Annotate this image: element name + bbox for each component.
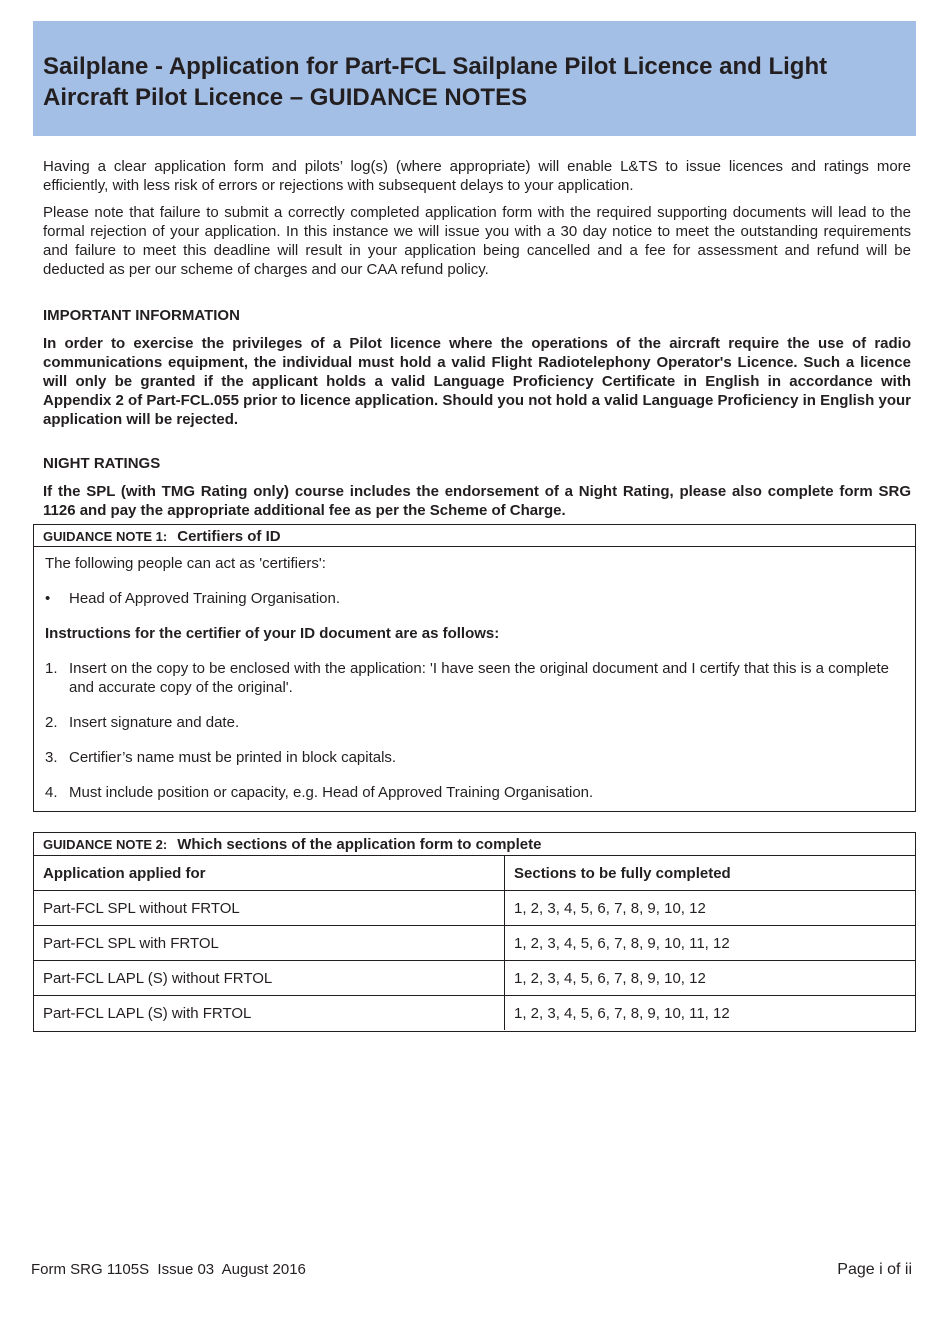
night-ratings-text: If the SPL (with TMG Rating only) course includes the endorsement of a Night Rating, please also complete form SRG 1126 and pay the appropriate additional fee as per the Scheme of Charge.: [43, 483, 911, 519]
step-number: 3.: [45, 749, 58, 766]
instruction-step: [45, 713, 904, 732]
guidance-note-1: [33, 524, 916, 812]
table-row: [34, 926, 915, 961]
instruction-step: [45, 783, 904, 802]
step-number: 4.: [45, 784, 58, 801]
table-row: [34, 961, 915, 996]
important-text: In order to exercise the privileges of a Pilot licence where the operations of the aircraft require the use of radio communications equipment, the individual must hold a valid Flight Radiotelephony Operator's Licence. Such a licence will only be granted if the applicant holds a valid Language Proficiency Certificate in English in accordance with Appendix 2 of Part-FCL.055 prior to licence application. Should you not hold a valid Language Proficiency in English your application will be rejected.: [43, 335, 911, 428]
table-row: [34, 996, 915, 1031]
page-number: Page i of ii: [837, 1261, 912, 1278]
guidance-note-1-heading: Certifiers of ID: [177, 528, 281, 545]
guidance-note-2-tag: GUIDANCE NOTE 2:: [43, 837, 168, 852]
intro-paragraph-1: Having a clear application form and pilots’ log(s) (where appropriate) will enable L&TS to issue licences and ratings more efficiently, with less risk of errors or rejections with subsequent delays to your application.: [43, 158, 911, 194]
sections-cell: 1, 2, 3, 4, 5, 6, 7, 8, 9, 10, 12: [505, 891, 916, 926]
step-text: Insert signature and date.: [69, 714, 240, 731]
night-ratings-heading: NIGHT RATINGS: [43, 455, 161, 472]
sections-table: [34, 855, 915, 1030]
step-text: Certifier’s name must be printed in block capitals.: [69, 749, 397, 766]
step-number: 2.: [45, 714, 58, 731]
instruction-step: [45, 659, 904, 697]
intro-paragraph-2: Please note that failure to submit a correctly completed application form with the required supporting documents will lead to the formal rejection of your application. In this instance we will issue you with a 30 day notice to meet the outstanding requirements and failure to meet this deadline will result in your application being cancelled and a fee for assessment and refund will be deducted as per our scheme of charges and our CAA refund policy.: [43, 204, 911, 278]
step-number: 1.: [45, 660, 58, 677]
guidance-note-2-title: [34, 833, 915, 855]
page-title: Sailplane - Application for Part-FCL Sailplane Pilot Licence and Light Aircraft Pilot Licence – GUIDANCE NOTES: [43, 53, 828, 111]
guidance-note-2-heading: Which sections of the application form to complete: [177, 836, 542, 853]
guidance-note-1-tag: GUIDANCE NOTE 1:: [43, 529, 168, 544]
guidance-note-2: [33, 832, 916, 1032]
certifier-text: Head of Approved Training Organisation.: [69, 590, 341, 607]
instructions-heading: Instructions for the certifier of your ID document are as follows:: [45, 625, 500, 642]
application-cell: Part-FCL SPL without FRTOL: [34, 891, 505, 926]
important-heading: IMPORTANT INFORMATION: [43, 307, 240, 324]
guidance-note-1-body: [34, 547, 915, 802]
step-text: Insert on the copy to be enclosed with the application: 'I have seen the original document and I certify that this is a complete and accurate copy of the original'.: [69, 660, 890, 696]
column-header-application: Application applied for: [34, 856, 505, 891]
main-content: [43, 157, 911, 520]
certifier-list-item: [45, 589, 904, 608]
application-cell: Part-FCL LAPL (S) without FRTOL: [34, 961, 505, 996]
guidance-note-1-title: [34, 525, 915, 547]
application-cell: Part-FCL SPL with FRTOL: [34, 926, 505, 961]
bullet-icon: •: [45, 590, 51, 607]
title-banner: [33, 21, 916, 136]
instruction-step: [45, 748, 904, 767]
sections-cell: 1, 2, 3, 4, 5, 6, 7, 8, 9, 10, 11, 12: [505, 996, 916, 1031]
certifiers-intro: The following people can act as 'certifiers':: [45, 555, 326, 572]
table-row: [34, 891, 915, 926]
table-header-row: [34, 856, 915, 891]
column-header-sections: Sections to be fully completed: [505, 856, 916, 891]
sections-cell: 1, 2, 3, 4, 5, 6, 7, 8, 9, 10, 11, 12: [505, 926, 916, 961]
step-text: Must include position or capacity, e.g. Head of Approved Training Organisation.: [69, 784, 594, 801]
form-reference: Form SRG 1105S Issue 03 August 2016: [31, 1261, 306, 1278]
sections-cell: 1, 2, 3, 4, 5, 6, 7, 8, 9, 10, 12: [505, 961, 916, 996]
application-cell: Part-FCL LAPL (S) with FRTOL: [34, 996, 505, 1031]
